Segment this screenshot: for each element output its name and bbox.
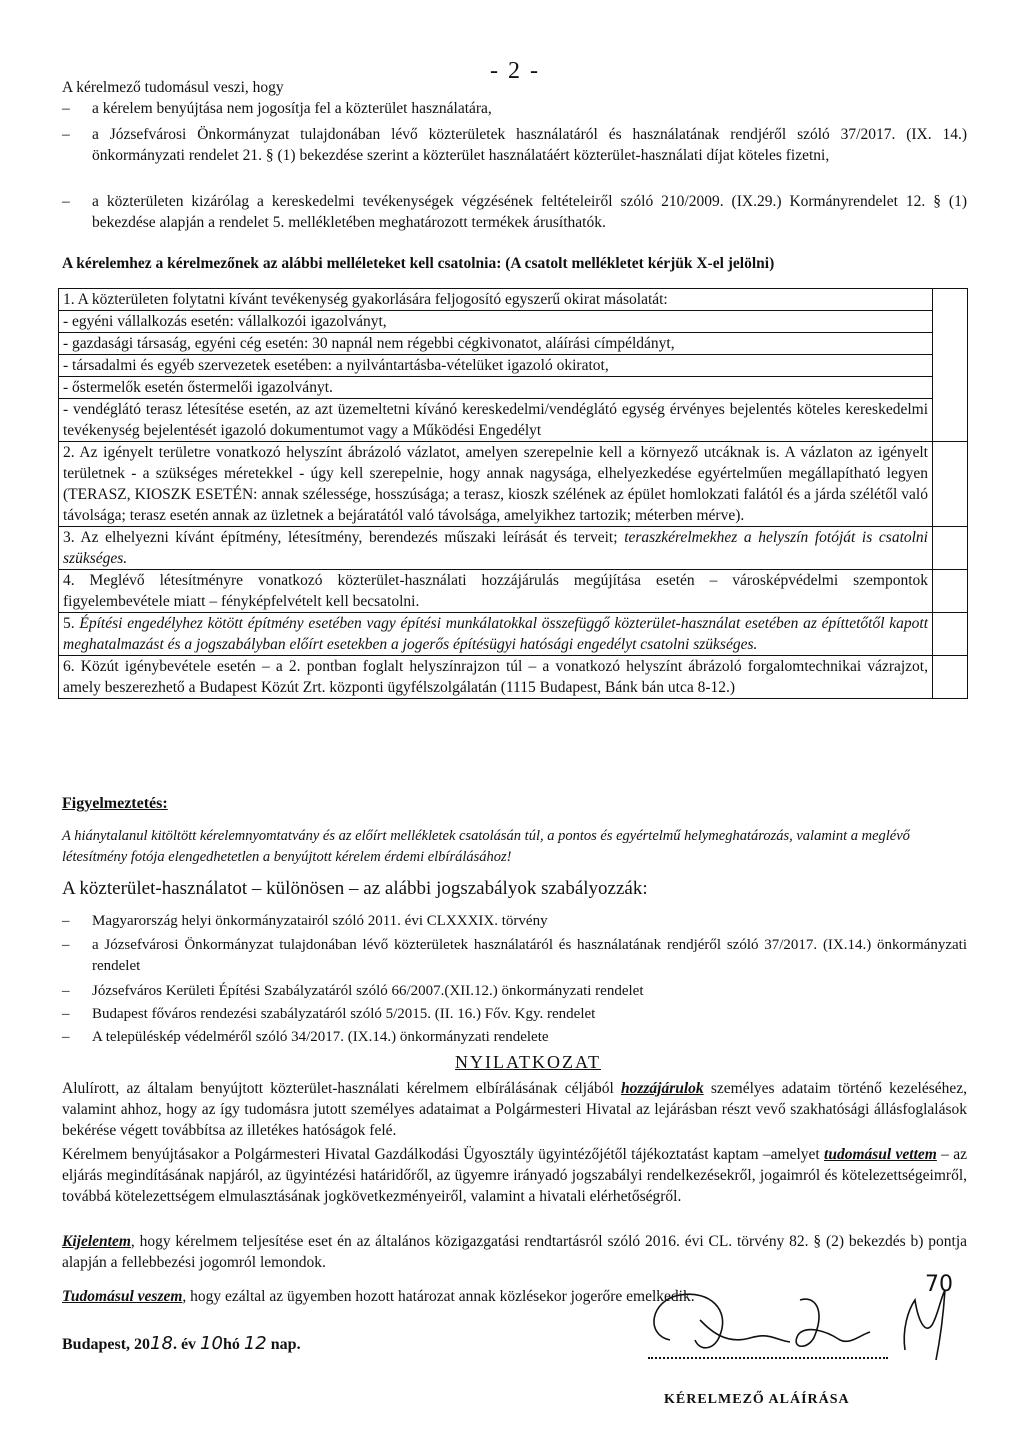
intro-item-text: a Józsefvárosi Önkormányzat tulajdonában lévő közterületek használatáról és használatának rendjéről szóló 37/2017. (IX. 14.) önkormányzati rendelet 21. § (1) bekezdése szerint a közterület használatáért közterület-használati díjat köteles fizetni, [92, 126, 967, 164]
intro-item [62, 98, 967, 119]
declaration-text: személyes adataim történő kezeléséhez, valamint ahhoz, hogy az így tudomásra jutott személyes adataimat a Polgármesteri Hivatal az lejárásban részt vevő szakhatósági állásfoglalások bekérése végett továbbítsa az illetékes hatóságok felé. [62, 1080, 967, 1139]
signature-line [648, 1357, 888, 1359]
table-row [59, 613, 968, 656]
emphasis-tudomasul-veszem: Tudomásul veszem [62, 1288, 183, 1305]
bullet-dash: – [62, 937, 70, 953]
place-label: Budapest, 20 [62, 1336, 151, 1353]
table-row [59, 355, 968, 377]
attachment-3 [59, 527, 933, 570]
declaration-title: NYILATKOZAT [455, 1052, 601, 1072]
bullet-dash: – [62, 913, 70, 929]
attachments-table [58, 288, 968, 699]
checkbox-attachment-2[interactable] [933, 442, 968, 527]
table-row [59, 399, 968, 442]
emphasis-tudomasul-vettem: tudomásul vettem [824, 1146, 937, 1163]
intro-item [62, 124, 967, 166]
warning-title: Figyelmeztetés: [62, 795, 168, 812]
table-row [59, 656, 968, 699]
laws-title: A közterület-használatot – különösen – az alábbi jogszabályok szabályozzák: [62, 878, 648, 899]
law-item-text: Budapest főváros rendezési szabályzatáról szóló 5/2015. (II. 16.) Főv. Kgy. rendelet [92, 1006, 596, 1022]
list-item [62, 911, 967, 932]
bullet-dash: – [62, 100, 70, 117]
intro-item-text: a kérelem benyújtása nem jogosítja fel a közterület használatára, [92, 100, 492, 117]
attachment-5 [59, 613, 933, 656]
attachment-4: 4. Meglévő létesítményre vonatkozó közterület-használati hozzájárulás megújítása esetén – városképvédelmi szempontok figyelembevétele miatt – fényképfelvételt kell becsatolni. [59, 570, 933, 613]
checkbox-attachment-3[interactable] [933, 527, 968, 570]
attachment-3-italic: teraszkérelmekhez a helyszín fotóját is csatolni szükséges. [63, 529, 928, 567]
declaration-text: – az eljárás megindításának napjáról, az ügyintézési határidőről, az ügyemre irányadó jogszabályi rendelkezésekről, jogaimról és kötelezettségeimről, továbbá kötelezettségem elmulasztásának jogkövetkezményeiről, valamint a hivatali elérhetőségről. [62, 1146, 968, 1205]
declaration-paragraph-3 [62, 1231, 967, 1273]
attachment-1c: - társadalmi és egyéb szervezetek esetében: a nyilvántartásba-vételüket igazoló okiratot, [59, 355, 933, 377]
bullet-dash: – [62, 1029, 70, 1045]
checkbox-attachment-6[interactable] [933, 656, 968, 699]
day-label: nap. [266, 1336, 301, 1353]
law-item-text: Magyarország helyi önkormányzatairól szóló 2011. évi CLXXXIX. törvény [92, 913, 548, 929]
day-field[interactable]: 12 [243, 1333, 267, 1354]
declaration-text: , hogy kérelmem teljesítése eset én az általános közigazgatási rendtartásról szóló 2016. évi CL. törvény 82. § (2) bekezdés b) pontja alapján a fellebbezési jogomról lemondok. [62, 1233, 967, 1271]
declaration-text: Alulírott, az általam benyújtott közterület-használati kérelmem elbírálásának céljából [62, 1080, 621, 1097]
attachment-3-text: 3. Az elhelyezni kívánt építmény, létesítmény, berendezés műszaki leírását és terveit; [63, 529, 625, 546]
list-item [62, 1004, 967, 1025]
declaration-text: , hogy ezáltal az ügyemben hozott határozat annak közlésekor jogerőre emelkedik. [182, 1288, 695, 1305]
year-label: . év [172, 1336, 201, 1353]
table-row [59, 377, 968, 399]
law-item-text: Józsefváros Kerületi Építési Szabályzatáról szóló 66/2007.(XII.12.) önkormányzati rendelet [92, 983, 644, 999]
signature-label: KÉRELMEZŐ ALÁÍRÁSA [664, 1392, 850, 1407]
emphasis-hozzajarulok: hozzájárulok [620, 1080, 704, 1097]
law-item-text: A településkép védelméről szóló 34/2017. (IX.14.) önkormányzati rendelete [92, 1029, 549, 1045]
intro-item [62, 191, 967, 233]
law-item-text: a Józsefvárosi Önkormányzat tulajdonában lévő közterületek használatáról és használatának rendjéről szóló 37/2017. (IX.14.) önkormányzati rendelet [92, 937, 967, 974]
table-row [59, 289, 968, 311]
attachment-5-italic: Építési engedélyhez kötött építmény esetében vagy építési munkálatokkal összefüggő közterület-használat esetében az építtetőtől kapott meghatalmazást és a jogszabályban előírt esetekben a jogerős építésügyi hatósági engedélyt csatolni szükséges. [63, 615, 928, 653]
year-field[interactable]: 18 [150, 1333, 173, 1354]
attachment-6: 6. Közút igénybevétele esetén – a 2. pontban foglalt helyszínrajzon túl – a vonatkozó helyszínt ábrázoló forgalomtechnikai vázrajzot, amely beszerezhető a Budapest Közút Zrt. központi ügyfélszolgálatán (1115 Budapest, Bánk bán utca 8-12.) [59, 656, 933, 699]
month-field[interactable]: 10 [200, 1333, 223, 1354]
intro-item-text: a közterületen kizárólag a kereskedelmi tevékenységek végzésének feltételeiről szóló 210/2009. (IX.29.) Kormányrendelet 12. § (1) bekezdése alapján a rendelet 5. mellékletében meghatározott termékek árusíthatók. [92, 193, 967, 231]
attachments-heading: A kérelemhez a kérelmezőnek az alábbi melléleteket kell csatolnia: (A csatolt mellékletet kérjük X-el jelölni) [62, 255, 775, 272]
checkbox-attachment-5[interactable] [933, 613, 968, 656]
attachment-1d: - őstermelők esetén őstermelői igazolványt. [59, 377, 933, 399]
attachment-2: 2. Az igényelt területre vonatkozó helyszínt ábrázoló vázlatot, amelyen szerepelnie kell a környező utcáknak is. A vázlaton az igényelt területnek - a szükséges méretekkel - úgy kell szerepelnie, hogy annak nagysága, elhelyezkedése egyértelműen megállapítható legyen (TERASZ, KIOSZK ESETÉN: annak szélessége, hosszúsága; a terasz, kioszk szélének az épület homlokzati falától és a járda szélétől való távolsága; terasz esetén annak az üzletnek a bejáratától való távolsága, amelyikhez tartozik; méterben mérve). [59, 442, 933, 527]
table-row [59, 311, 968, 333]
attachment-1b: - gazdasági társaság, egyéni cég esetén: 30 napnál nem régebbi cégkivonatot, aláírási címpéldányt, [59, 333, 933, 355]
attachment-5-num: 5. [63, 615, 80, 632]
intro-title: A kérelmező tudomásul veszi, hogy [62, 79, 284, 96]
table-row [59, 570, 968, 613]
month-label: hó [222, 1336, 244, 1353]
handwritten-number: 70 [925, 1272, 953, 1297]
declaration-paragraph-1 [62, 1078, 967, 1141]
bullet-dash: – [62, 983, 70, 999]
attachment-1: 1. A közterületen folytatni kívánt tevékenység gyakorlására feljogosító egyszerű okirat másolatát: [59, 289, 933, 311]
declaration-paragraph-2 [62, 1144, 967, 1207]
table-row [59, 527, 968, 570]
declaration-text: Kérelmem benyújtásakor a Polgármesteri Hivatal Gazdálkodási Ügyosztály ügyintézőjétől tájékoztatást kaptam –amelyet [62, 1146, 825, 1163]
checkbox-attachment-4[interactable] [933, 570, 968, 613]
list-item [62, 935, 967, 977]
checkbox-attachment-1[interactable] [933, 289, 968, 442]
place-date [62, 1333, 301, 1354]
list-item [62, 1027, 967, 1048]
table-row [59, 442, 968, 527]
attachment-1e: - vendéglátó terasz létesítése esetén, az azt üzemeltetni kívánó kereskedelmi/vendéglátó egység érvényes bejelentés köteles kereskedelmi tevékenység bejelentését igazoló dokumentumot vagy a Működési Engedélyt [59, 399, 933, 442]
attachment-1a: - egyéni vállalkozás esetén: vállalkozói igazolványt, [59, 311, 933, 333]
bullet-dash: – [62, 1006, 70, 1022]
bullet-dash: – [62, 193, 70, 210]
bullet-dash: – [62, 126, 70, 143]
table-row [59, 333, 968, 355]
page-number: - 2 - [490, 58, 540, 84]
emphasis-kijelentem: Kijelentem [62, 1233, 131, 1250]
list-item [62, 981, 967, 1002]
warning-text: A hiánytalanul kitöltött kérelemnyomtatvány és az előírt mellékletek csatolásán túl, a pontos és egyértelmű helymeghatározás, valamint a meglévő létesítmény fotója elengedhetetlen a benyújtott kérelem érdemi elbírálásához! [62, 828, 910, 865]
